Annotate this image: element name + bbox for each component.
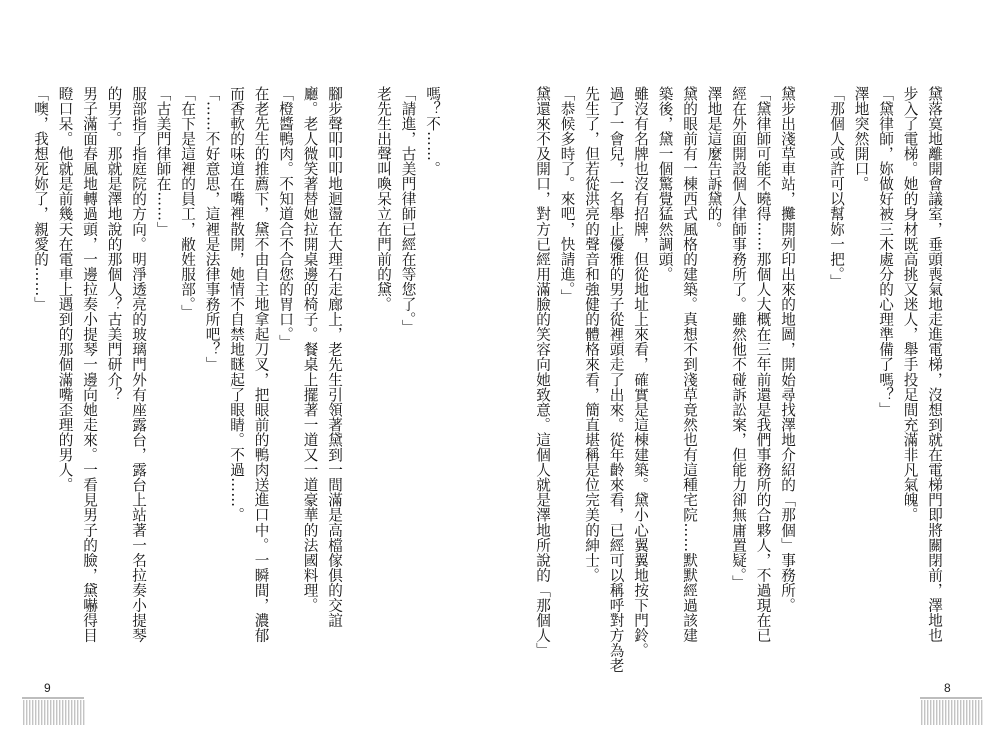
right-text-column: 「那個人或許可以幫妳一把。」 <box>828 86 845 290</box>
right-text-column: 「黛律師可能不曉得……那個人大概在三年前還是我們事務所的合夥人，不過現在已 <box>754 86 772 643</box>
left-text-column: 在老先生的推薦下，黛不由自主地拿起刀叉，把眼前的鴨肉送進口中。一瞬間，濃郁 <box>252 86 270 643</box>
right-text-column: 過了一會兒，一名舉止優雅的男子從裡頭走了出來。從年齡來看，已經可以稱呼對方為老 <box>607 86 625 673</box>
left-text-column: 嗎？不……。 <box>424 86 441 177</box>
right-page-number: 8 <box>944 681 951 695</box>
left-text-column: 廳。老人微笑著替她拉開桌邊的椅子。餐桌上擺著一道又一道豪華的法國料理。 <box>301 86 319 613</box>
right-page-body <box>518 86 946 673</box>
right-text-column: 經在外面開設個人律師事務所了。雖然他不碰訴訟案，但能力卻無庸置疑。」 <box>730 86 747 591</box>
right-text-column: 澤地突然開口。 <box>852 86 870 192</box>
right-text-column: 黛落寞地離開會議室，垂頭喪氣地走進電梯，沒想到就在電梯門即將關閉前，澤地也 <box>926 86 943 643</box>
left-text-column: 腳步聲叩叩叩地迴盪在大理石走廊上，老先生引領著黛到一間滿是高檔傢俱的交誼 <box>326 86 343 628</box>
right-text-column: 「黛律師，妳做好被三木處分的心理準備了嗎？」 <box>877 86 894 418</box>
left-text-column: 而香軟的味道在嘴裡散開，她情不自禁地瞇起了眼睛。不過……。 <box>228 86 245 523</box>
right-text-column: 雖沒有名牌也沒有招牌，但從地址上來看，確實是這棟建築。黛小心翼翼地按下門鈴。 <box>632 86 649 658</box>
left-text-column <box>346 86 371 666</box>
left-text-column: 老先生出聲叫喚呆立在門前的黛。 <box>375 86 392 312</box>
right-text-column: 築後，黛一個驚覺猛然調頭。 <box>656 86 674 282</box>
right-text-column: 「恭候多時了。來吧，快請進。」 <box>558 86 576 305</box>
left-page <box>0 0 499 732</box>
right-page <box>500 0 999 732</box>
left-text-column: 瞪口呆。他就是前幾天在電車上遇到的那個滿嘴歪理的男人。 <box>56 86 74 493</box>
right-text-column: 黛還來不及開口，對方已經用滿臉的笑容向她致意。這個人就是澤地所說的「那個人」 <box>534 86 551 658</box>
left-text-column: 「……不好意思，這裡是法律事務所吧？」 <box>203 86 221 372</box>
left-page-number: 9 <box>44 681 51 695</box>
left-text-column: 服部指了指庭院的方向。明淨透亮的玻璃門外有座露台，露台上站著一名拉奏小提琴 <box>130 86 147 643</box>
left-text-column: 「橙醬鴨肉。不知道合不合您的胃口。」 <box>277 86 294 350</box>
left-page-body <box>32 86 444 666</box>
right-text-column: 步入了電梯。她的身材既高挑又迷人，舉手投足間充滿非凡氣魄。 <box>901 86 919 523</box>
left-text-column: 的男子。那就是澤地說的那個人？古美門研介？ <box>105 86 123 403</box>
right-text-column: 先生了，但若從洪亮的聲音和強健的體格來看，簡直堪稱是位完美的紳士。 <box>583 86 600 583</box>
right-text-column <box>799 86 824 666</box>
right-text-column: 黛的眼前有一棟西式風格的建築。真想不到淺草竟然也有這種宅院……默默經過該建 <box>681 86 698 643</box>
left-text-column: 男子滿面春風地轉過頭，一邊拉奏小提琴一邊向她走來。一看見男子的臉，黛嚇得目 <box>81 86 98 643</box>
left-text-column: 「古美門律師在……」 <box>154 86 172 237</box>
right-colonnade-ornament <box>920 697 982 725</box>
left-text-column: 「在下是這裡的員工，敝姓服部。」 <box>179 86 196 320</box>
right-text-column: 黛步出淺草車站，攤開列印出來的地圖，開始尋找澤地介紹的「那個」事務所。 <box>779 86 796 613</box>
left-text-column: 「噢，我想死妳了，親愛的……」 <box>32 86 49 312</box>
right-text-column: 澤地是這麼告訴黛的。 <box>705 86 723 237</box>
left-text-column: 「請進，古美門律師已經在等您了。」 <box>399 86 417 335</box>
left-colonnade-ornament <box>22 697 84 725</box>
